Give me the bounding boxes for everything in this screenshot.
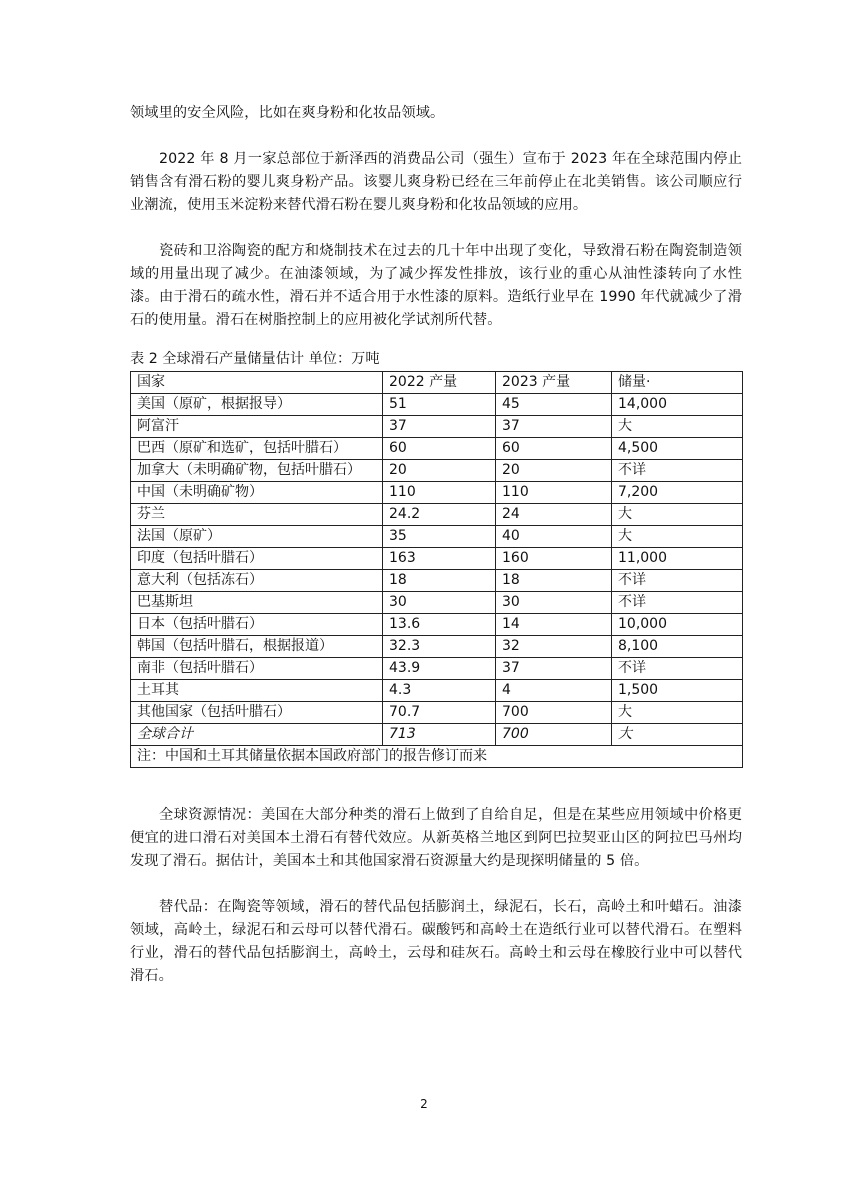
header-2023: 2023 产量	[496, 372, 612, 394]
cell-country: 美国（原矿，根据报导）	[131, 394, 383, 416]
header-country: 国家	[131, 372, 383, 394]
total-cell-country: 全球合计	[131, 724, 383, 746]
cell-2022: 37	[383, 416, 496, 438]
cell-country: 法国（原矿）	[131, 526, 383, 548]
cell-reserves: 不详	[612, 592, 743, 614]
table-row	[131, 636, 743, 658]
cell-country: 韩国（包括叶腊石，根据报道）	[131, 636, 383, 658]
cell-2022: 35	[383, 526, 496, 548]
cell-reserves: 10,000	[612, 614, 743, 636]
cell-country: 其他国家（包括叶腊石）	[131, 702, 383, 724]
cell-country: 意大利（包括冻石）	[131, 570, 383, 592]
paragraph-industry-changes: 瓷砖和卫浴陶瓷的配方和烧制技术在过去的几十年中出现了变化，导致滑石粉在陶瓷制造领域的用量出现了减少。在油漆领域，为了减少挥发性排放，该行业的重心从油性漆转向了水性漆。由于滑石的疏水性，滑石并不适合用于水性漆的原料。造纸行业早在 1990 年代就减少了滑石的使用量。滑石在树脂控制上的应用被化学试剂所代替。	[130, 243, 742, 328]
page-number: 2	[420, 1097, 428, 1111]
cell-2022: 20	[383, 460, 496, 482]
cell-2023: 32	[496, 636, 612, 658]
table-header-row	[131, 372, 743, 394]
table-row	[131, 526, 743, 548]
cell-country: 中国（未明确矿物）	[131, 482, 383, 504]
cell-country: 芬兰	[131, 504, 383, 526]
table-total-row	[131, 724, 743, 746]
table-row	[131, 614, 743, 636]
table-note: 注：中国和土耳其储量依据本国政府部门的报告修订而来	[131, 746, 743, 768]
cell-reserves: 7,200	[612, 482, 743, 504]
cell-country: 土耳其	[131, 680, 383, 702]
cell-2022: 18	[383, 570, 496, 592]
cell-reserves: 不详	[612, 658, 743, 680]
paragraph-johnson-announcement: 2022 年 8 月一家总部位于新泽西的消费品公司（强生）宣布于 2023 年在全球范围内停止销售含有滑石粉的婴儿爽身粉产品。该婴儿爽身粉已经在三年前停止在北美销售。该公司顺应行业潮流，使用玉米淀粉来替代滑石粉在婴儿爽身粉和化妆品领域的应用。	[130, 151, 742, 213]
cell-reserves: 大	[612, 702, 743, 724]
cell-country: 日本（包括叶腊石）	[131, 614, 383, 636]
table-row	[131, 394, 743, 416]
paragraph-continued: 领域里的安全风险，比如在爽身粉和化妆品领域。	[130, 105, 445, 121]
paragraph-substitutes: 替代品：在陶瓷等领域，滑石的替代品包括膨润土，绿泥石，长石，高岭土和叶蜡石。油漆领域，高岭土，绿泥石和云母可以替代滑石。碳酸钙和高岭土在造纸行业可以替代滑石。在塑料行业，滑石的替代品包括膨润土，高岭土，云母和硅灰石。高岭土和云母在橡胶行业中可以替代滑石。	[130, 899, 742, 984]
table-row	[131, 548, 743, 570]
header-reserves: 储量·	[612, 372, 743, 394]
cell-2023: 37	[496, 658, 612, 680]
table-row	[131, 460, 743, 482]
cell-2023: 60	[496, 438, 612, 460]
table-note-row	[131, 746, 743, 768]
talc-production-table	[130, 371, 743, 768]
cell-2023: 14	[496, 614, 612, 636]
total-cell-reserves: 大	[612, 724, 743, 746]
cell-2022: 30	[383, 592, 496, 614]
cell-2022: 110	[383, 482, 496, 504]
table-row	[131, 416, 743, 438]
cell-reserves: 不详	[612, 570, 743, 592]
table-row	[131, 680, 743, 702]
cell-country: 巴基斯坦	[131, 592, 383, 614]
cell-reserves: 大	[612, 526, 743, 548]
cell-2023: 20	[496, 460, 612, 482]
cell-reserves: 不详	[612, 460, 743, 482]
cell-2023: 37	[496, 416, 612, 438]
cell-reserves: 大	[612, 504, 743, 526]
cell-2023: 700	[496, 702, 612, 724]
cell-2022: 70.7	[383, 702, 496, 724]
cell-country: 阿富汗	[131, 416, 383, 438]
cell-2023: 160	[496, 548, 612, 570]
table-row	[131, 504, 743, 526]
table-caption: 表 2 全球滑石产量储量估计 单位：万吨	[130, 351, 380, 367]
cell-2022: 43.9	[383, 658, 496, 680]
table-row	[131, 570, 743, 592]
table-row	[131, 592, 743, 614]
cell-reserves: 11,000	[612, 548, 743, 570]
table-row	[131, 658, 743, 680]
cell-2023: 40	[496, 526, 612, 548]
cell-country: 巴西（原矿和选矿，包括叶腊石）	[131, 438, 383, 460]
cell-2023: 18	[496, 570, 612, 592]
cell-reserves: 8,100	[612, 636, 743, 658]
cell-2023: 24	[496, 504, 612, 526]
table-row	[131, 438, 743, 460]
cell-country: 南非（包括叶腊石）	[131, 658, 383, 680]
cell-reserves: 4,500	[612, 438, 743, 460]
cell-reserves: 大	[612, 416, 743, 438]
total-cell-2022: 713	[383, 724, 496, 746]
cell-reserves: 14,000	[612, 394, 743, 416]
paragraph-global-resources: 全球资源情况：美国在大部分种类的滑石上做到了自给自足，但是在某些应用领域中价格更便宜的进口滑石对美国本土滑石有替代效应。从新英格兰地区到阿巴拉契亚山区的阿拉巴马州均发现了滑石。据估计，美国本土和其他国家滑石资源量大约是现探明储量的 5 倍。	[130, 807, 742, 869]
cell-2022: 32.3	[383, 636, 496, 658]
cell-2023: 110	[496, 482, 612, 504]
header-2022: 2022 产量	[383, 372, 496, 394]
cell-2022: 60	[383, 438, 496, 460]
cell-reserves: 1,500	[612, 680, 743, 702]
cell-country: 加拿大（未明确矿物，包括叶腊石）	[131, 460, 383, 482]
table-row	[131, 482, 743, 504]
cell-2023: 30	[496, 592, 612, 614]
cell-2022: 51	[383, 394, 496, 416]
cell-2022: 4.3	[383, 680, 496, 702]
table-row	[131, 702, 743, 724]
cell-2023: 4	[496, 680, 612, 702]
cell-country: 印度（包括叶腊石）	[131, 548, 383, 570]
total-cell-2023: 700	[496, 724, 612, 746]
cell-2022: 13.6	[383, 614, 496, 636]
cell-2022: 163	[383, 548, 496, 570]
cell-2023: 45	[496, 394, 612, 416]
cell-2022: 24.2	[383, 504, 496, 526]
